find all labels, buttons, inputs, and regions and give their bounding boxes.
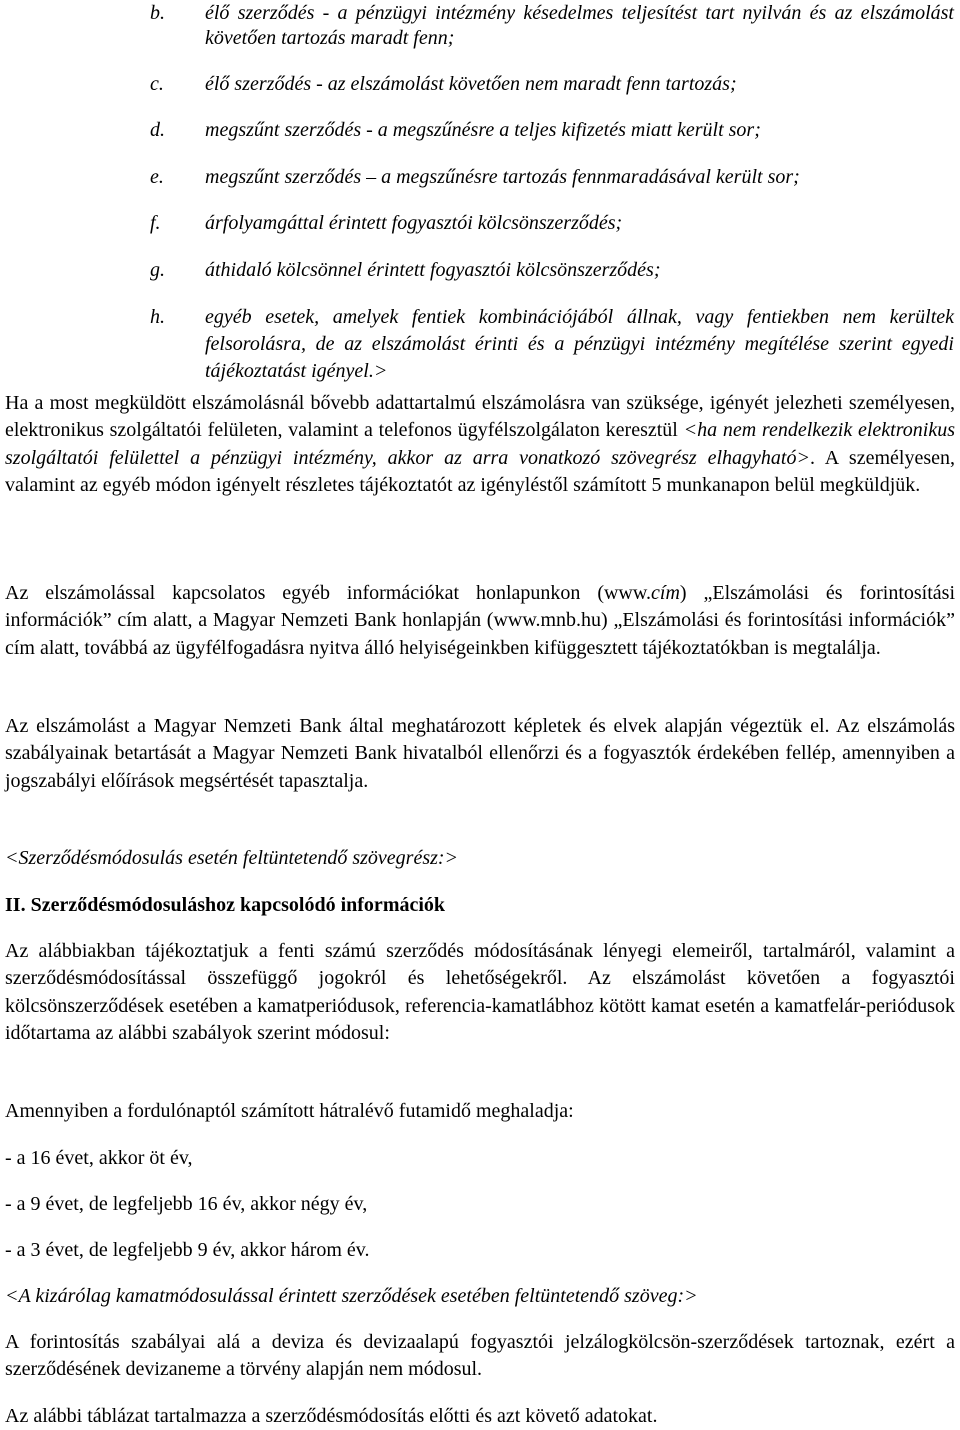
list-item-text: árfolyamgáttal érintett fogyasztói kölcsönszerződés; bbox=[205, 212, 623, 234]
list-item-text: egyéb esetek, amelyek fentiek kombinációjából állnak, vagy fentiekben nem kerültek felsorolásra, de az elszámolást érinti és a pénzügyi intézmény megítélése szerint egyedi tájékoztatást igényel.> bbox=[205, 306, 954, 382]
paragraph-detailed-statement bbox=[5, 390, 955, 499]
list-item bbox=[150, 118, 954, 143]
list-item bbox=[150, 165, 954, 190]
dash-item-text: - a 16 évet, akkor öt év, bbox=[5, 1147, 193, 1169]
dash-item bbox=[5, 1145, 955, 1172]
dash-item-text: - a 3 évet, de legfeljebb 9 év, akkor három év. bbox=[5, 1239, 370, 1261]
list-item-label: e. bbox=[150, 166, 164, 188]
note-text: <A kizárólag kamatmódosulással érintett szerződések esetében feltüntetendő szöveg:> bbox=[5, 1285, 698, 1307]
list-item-label: d. bbox=[150, 119, 165, 141]
paragraph-modification bbox=[5, 938, 955, 1047]
list-item bbox=[150, 72, 954, 97]
list-item-text: megszűnt szerződés – a megszűnésre tartozás fennmaradásával került sor; bbox=[205, 166, 800, 188]
list-item-text: élő szerződés - az elszámolást követően nem maradt fenn tartozás; bbox=[205, 73, 737, 95]
paragraph-text: ) „Elszámolási és forintosítási információk” cím alatt, a Magyar Nemzeti Bank honlapján (www.mnb.hu) „Elszámolási és forintosítási információk” cím alatt, továbbá az ügyfélfogadásra nyitva álló helyiségeinkben kifüggesztett tájékoztatókban is megtalálja. bbox=[5, 582, 955, 659]
placeholder-text: cím bbox=[651, 582, 680, 604]
section-heading bbox=[5, 892, 955, 919]
paragraph-mnb-rules bbox=[5, 713, 955, 795]
heading-text: II. Szerződésmódosuláshoz kapcsolódó információk bbox=[5, 894, 446, 916]
list-item-text: megszűnt szerződés - a megszűnésre a teljes kifizetés miatt került sor; bbox=[205, 119, 761, 141]
list-item bbox=[150, 1, 954, 51]
paragraph-remaining-term bbox=[5, 1098, 955, 1125]
paragraph-text: Az elszámolást a Magyar Nemzeti Bank által meghatározott képletek és elvek alapján végeztük el. Az elszámolás szabályainak betartását a Magyar Nemzeti Bank hivatalból ellenőrzi és a fogyasztók érdekében fellép, amennyiben a jogszabályi előírások megsértését tapasztalja. bbox=[5, 715, 955, 792]
paragraph-text: Az alábbi táblázat tartalmazza a szerződésmódosítás előtti és azt követő adatokat. bbox=[5, 1405, 658, 1427]
paragraph-text: Ha a most megküldött elszámolásnál bővebb adattartalmú elszámolásra van szüksége, igényét jelezheti személyesen, elektronikus szolgáltatói felületen, valamint a telefonos ügyfélszolgálaton keresztül bbox=[5, 392, 955, 442]
list-item-label: f. bbox=[150, 212, 161, 234]
list-item-label: h. bbox=[150, 306, 165, 328]
list-item-label: c. bbox=[150, 73, 164, 95]
optional-note-text: <ha nem rendelkezik elektronikus szolgáltatói felülettel a pénzügyi intézmény, akkor az arra vonatkozó szövegrész elhagyható> bbox=[5, 419, 955, 469]
list-item bbox=[150, 304, 954, 385]
list-item-label: g. bbox=[150, 259, 165, 281]
paragraph-forex bbox=[5, 1329, 955, 1384]
paragraph-text: Amennyiben a fordulónaptól számított hátralévő futamidő meghaladja: bbox=[5, 1100, 574, 1122]
dash-item bbox=[5, 1237, 955, 1264]
paragraph-text: A forintosítás szabályai alá a deviza és devizaalapú fogyasztói jelzálogkölcsön-szerződések tartoznak, ezért a szerződésének devizaneme a törvény alapján nem módosul. bbox=[5, 1331, 955, 1381]
dash-item bbox=[5, 1191, 955, 1218]
paragraph-text: . A személyesen, valamint az egyéb módon igényelt részletes tájékoztatót az igényléstől számított 5 munkanapon belül megküldjük. bbox=[5, 446, 955, 496]
note-contract-change bbox=[5, 845, 955, 872]
dash-item-text: - a 9 évet, de legfeljebb 16 év, akkor négy év, bbox=[5, 1193, 368, 1215]
paragraph-table-intro bbox=[5, 1403, 955, 1430]
list-item-label: b. bbox=[150, 2, 165, 24]
list-item-text: áthidaló kölcsönnel érintett fogyasztói kölcsönszerződés; bbox=[205, 259, 661, 281]
paragraph-more-info bbox=[5, 580, 955, 662]
paragraph-text: Az elszámolással kapcsolatos egyéb információkat honlapunkon (www. bbox=[5, 582, 652, 604]
list-item-text: élő szerződés - a pénzügyi intézmény késedelmes teljesítést tart nyilván és az elszámolást követően tartozás maradt fenn; bbox=[205, 2, 954, 49]
note-interest-change bbox=[5, 1283, 955, 1310]
note-text: <Szerződésmódosulás esetén feltüntetendő szövegrész:> bbox=[5, 847, 459, 869]
list-item bbox=[150, 258, 954, 283]
paragraph-text: Az alábbiakban tájékoztatjuk a fenti számú szerződés módosításának lényegi elemeiről, tartalmáról, valamint a szerződésmódosítással összefüggő jogokról és lehetőségekről. Az elszámolást követően a fogyasztói kölcsönszerződések esetében a kamatperiódusok, referencia-kamatlábhoz kötött kamat esetén a kamatfelár-periódusok időtartama az alábbi szabályok szerint módosul: bbox=[5, 940, 955, 1044]
list-item bbox=[150, 211, 954, 236]
